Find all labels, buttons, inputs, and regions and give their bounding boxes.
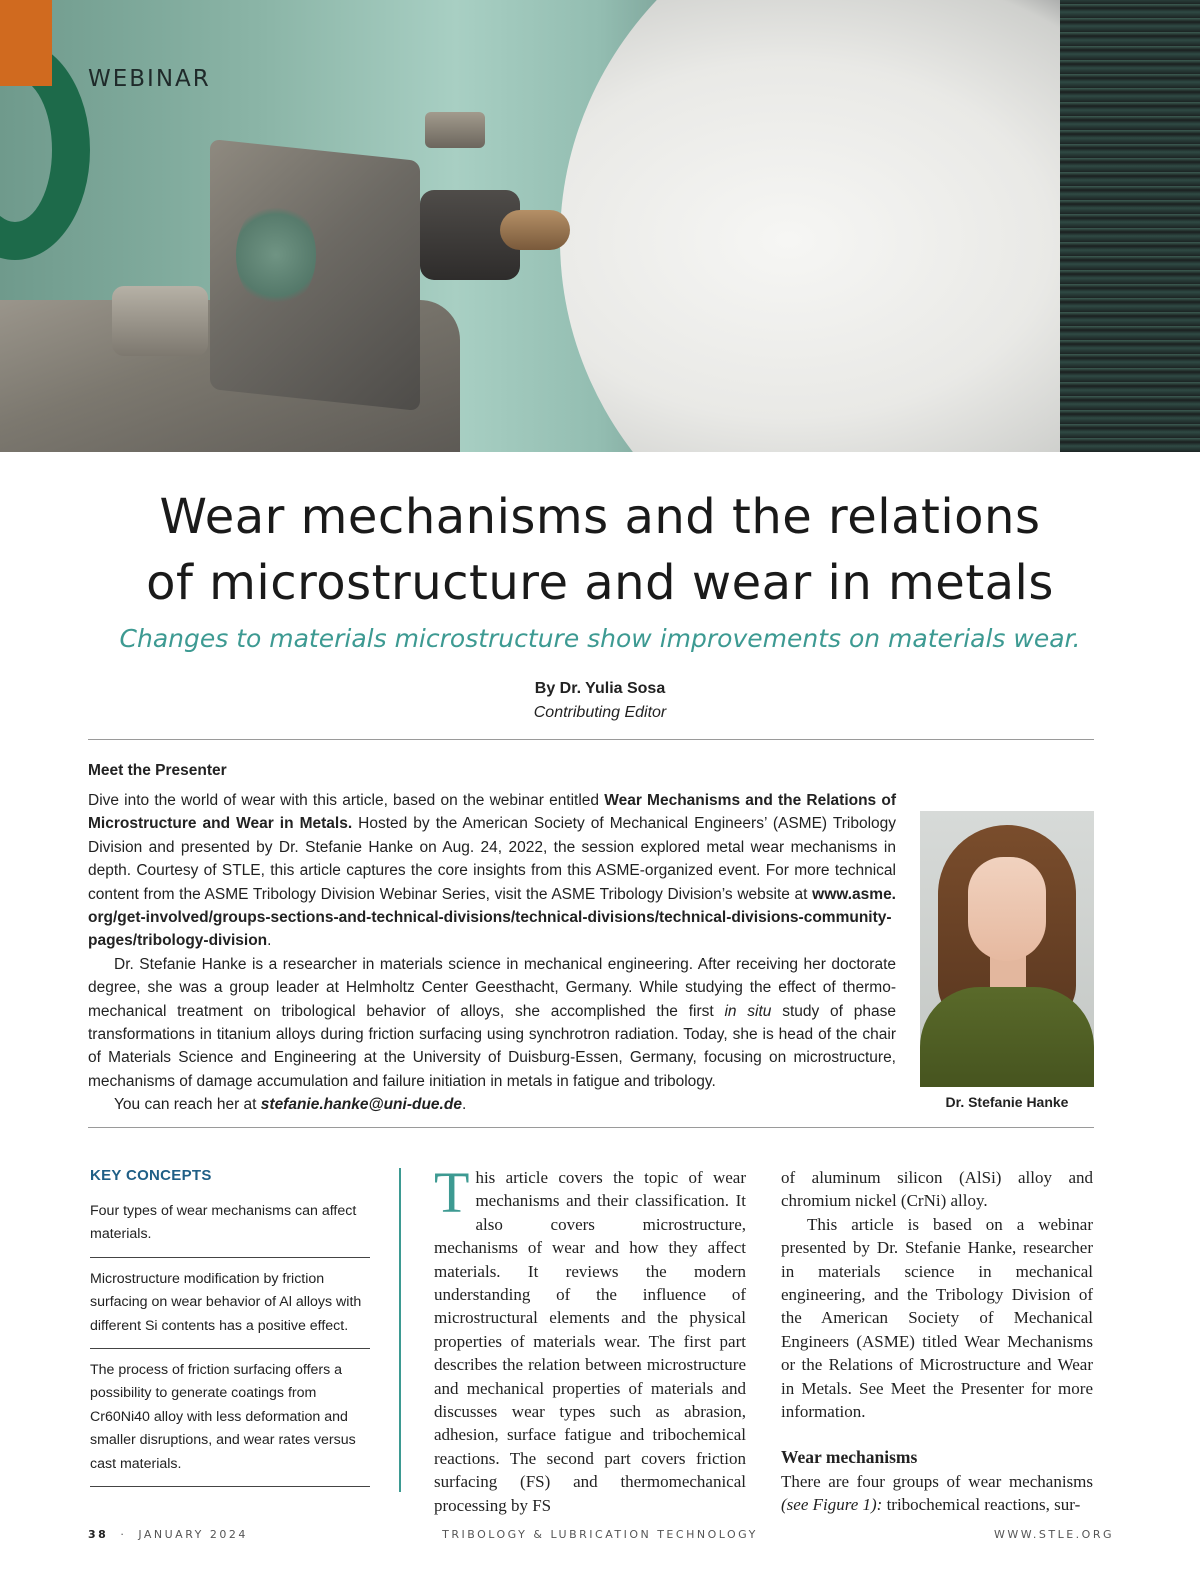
key-concepts-box — [90, 1167, 370, 1487]
title-line-1: Wear mechanisms and the relations — [159, 489, 1041, 545]
body-text: There are four groups of wear mechanisms — [781, 1471, 1093, 1491]
website-link[interactable]: WWW.STLE.ORG — [994, 1528, 1114, 1541]
bio-text: You can reach her at — [114, 1096, 261, 1114]
key-concept-item: Microstructure modification by friction surfacing on wear behavior of Al alloys with different Si contents has a positive effect. — [90, 1258, 370, 1349]
body-paragraph: This article is based on a webinar presented by Dr. Stefanie Hanke, researcher in materials science in mechanical engineering, and the Tribology Division of the American Society of Mechanical Engineers (ASME) titled Wear Mechanisms or the Relations of Microstructure and Wear in Metals. See Meet the Presenter for more information. — [781, 1214, 1093, 1422]
section-kicker: WEBINAR — [88, 66, 211, 92]
photo-caption: Dr. Stefanie Hanke — [945, 1094, 1069, 1110]
key-concept-item: The process of friction surfacing offers a possibility to generate coatings from Cr60Ni40 alloy with less deformation and smaller disruptions, and wear rates versus cast materials. — [90, 1349, 370, 1487]
bolt-head — [112, 286, 208, 356]
column-rule — [399, 1168, 401, 1492]
presenter-email-link[interactable]: stefanie.hanke@uni-due.de — [260, 1096, 462, 1114]
section-accent-bar — [0, 0, 52, 86]
presenter-paragraph-3 — [88, 1093, 896, 1116]
corrosion-spot — [236, 200, 316, 310]
body-paragraph — [781, 1470, 1093, 1517]
wheel-edge — [1060, 0, 1200, 452]
bio-italic: in situ — [724, 1002, 772, 1020]
figure-reference: (see Figure 1): — [781, 1495, 883, 1515]
key-concept-item: Four types of wear mechanisms can affect materials. — [90, 1194, 370, 1258]
brass-rod — [500, 210, 570, 250]
section-subhead: Wear mechanisms — [781, 1447, 918, 1468]
page-number: 38 — [88, 1528, 109, 1541]
paragraph-spacer — [781, 1423, 1093, 1446]
photo-shirt — [920, 987, 1094, 1087]
presenter-photo — [920, 811, 1094, 1087]
bio-text: . — [267, 932, 272, 950]
publication-name: TRIBOLOGY & LUBRICATION TECHNOLOGY — [442, 1528, 758, 1541]
divider-middle — [88, 1127, 1094, 1128]
set-screw — [425, 112, 485, 148]
presenter-heading: Meet the Presenter — [88, 762, 227, 779]
presenter-paragraph-1 — [88, 789, 896, 953]
presenter-bio — [88, 789, 896, 1117]
body-paragraph: of aluminum silicon (AlSi) alloy and chromium nickel (CrNi) alloy. — [781, 1168, 1093, 1211]
bio-text: study of phase transformations in titanium alloys during friction surfacing using synchrotron radiation. Today, she is head of the chair of Materials Science and Engineering at the University of Duisburg-Essen, Germany, focusing on microstructure, mechanisms of damage accumulation and failure initiation in metals in fatigue and tribology. — [88, 1002, 896, 1090]
hero-photo — [0, 0, 1200, 452]
article-subtitle: Changes to materials microstructure show improvements on materials wear. — [119, 624, 1081, 653]
key-concepts-heading: KEY CONCEPTS — [90, 1167, 212, 1184]
body-text: his article covers the topic of wear mechanisms and their classification. It also covers microstructure, mechanisms of wear and how they affect materials. It reviews the modern understanding of the influence of microstructural elements and the physical properties of materials wear. The first part describes the relation between microstructure and mechanical properties of materials and discusses wear types such as abrasion, adhesion, surface fatigue and tribochemical reactions. The second part covers friction surfacing (FS) and thermomechanical processing by FS — [434, 1168, 746, 1515]
body-text: tribochemical reactions, sur- — [882, 1495, 1081, 1515]
byline: By Dr. Yulia Sosa — [534, 680, 666, 697]
divider-top — [88, 739, 1094, 740]
presenter-paragraph-2 — [88, 953, 896, 1093]
bio-text: . — [461, 1096, 467, 1114]
bio-text: Dive into the world of wear with this article, based on the webinar entitled — [88, 792, 605, 809]
body-paragraph — [434, 1160, 746, 1517]
drop-cap: T — [434, 1160, 470, 1225]
webinar-title: Wear Mechanisms and the Relations of Microstructure and Wear in Metals. — [88, 792, 896, 833]
bio-text: Dr. Stefanie Hanke is a researcher in materials science in mechanical engineering. After receiving her doctorate degree, she was a group leader at Helmholtz Center Geesthacht, Germany. While studying the effect of thermo-mechanical treatment on tribological behavior of alloys, she accomplished the first — [88, 955, 896, 1020]
bio-text: Hosted by the American Society of Mechanical Engineers’ (ASME) Tribology Division and presented by Dr. Stefanie Hanke on Aug. 24, 2022, the session explored metal wear mechanisms in depth. Courtesy of STLE, this article captures the core insights from this ASME-organized event. For more technical content from the ASME Tribology Division Webinar Series, visit the ASME Tribology Division’s website at — [88, 815, 897, 903]
title-line-2: of microstructure and wear in metals — [146, 555, 1054, 611]
body-column-1 — [434, 1160, 746, 1517]
body-column-2 — [781, 1166, 1093, 1517]
byline-role: Contributing Editor — [533, 704, 667, 721]
asme-url-link[interactable]: www.asme.org/get-involved/groups-sections-and-technical-divisions/technical-divisions/technical-divisions-community-pages/tribology-division — [88, 885, 896, 950]
photo-face — [968, 857, 1046, 961]
footer-separator: · — [120, 1528, 127, 1541]
issue-date: JANUARY 2024 — [138, 1528, 248, 1541]
article-title — [0, 484, 1200, 616]
